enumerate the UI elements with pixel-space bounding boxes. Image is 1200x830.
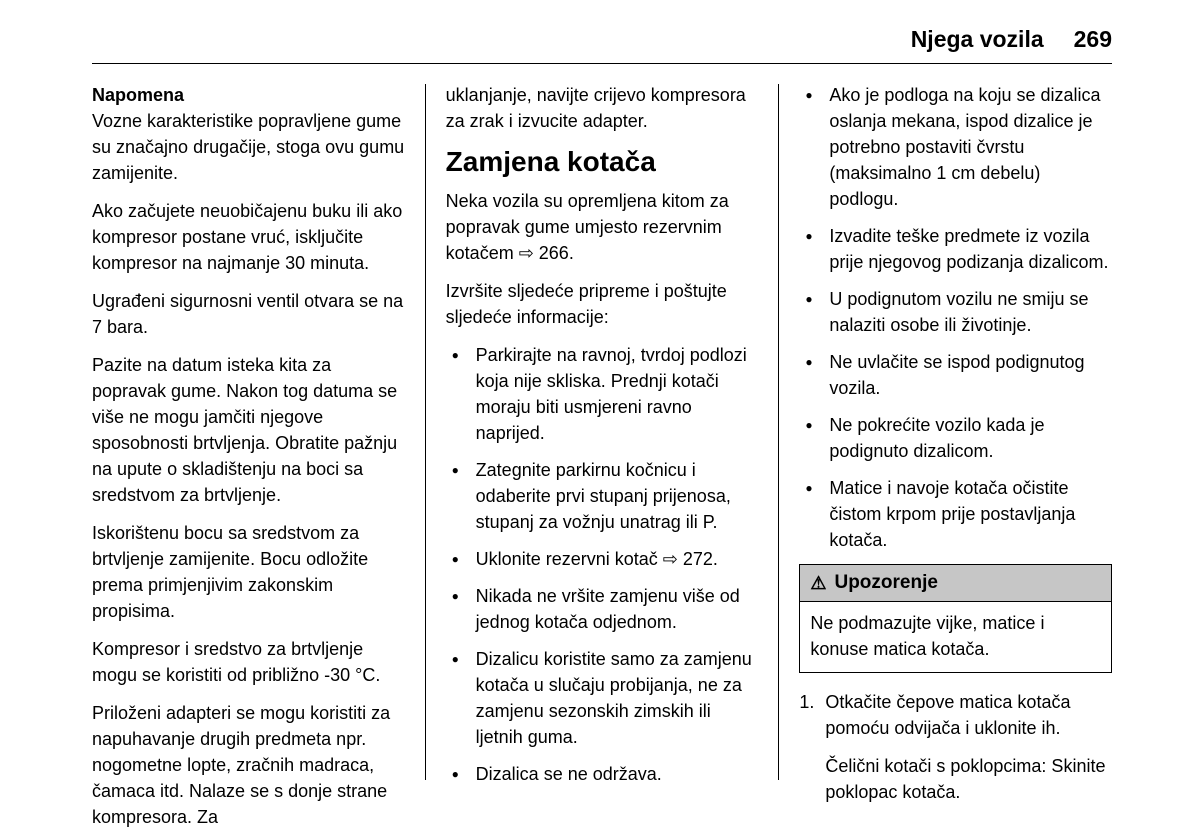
warning-header [800,565,1111,602]
paragraph: Kompresor i sredstvo za brtvljenje mogu se koristiti od približno -30 °C. [92,639,381,685]
list-item-text: Zategnite parkirnu kočnicu i odaberite prvi stupanj prijenosa, stupanj za vožnju unatrag ili P. [475,460,731,532]
note-block [92,82,405,186]
list-item [446,546,759,572]
paragraph: Pazite na datum isteka kita za popravak gume. Nakon tog datuma se više ne mogu jamčiti njegove sposobnosti brtvljenja. Obratite pažnju na upute o skladištenju na boci sa sredstvom za brtvljenje. [92,355,398,505]
paragraph: Vozne karakteristike popravljene gume su značajno drugačije, stoga ovu gumu zamijenite. [92,111,405,183]
paragraph: Ugrađeni sigurnosni ventil otvara se na 7 bara. [92,291,404,337]
bullet-icon: ● [805,418,813,432]
bullet-icon: ● [451,767,459,781]
list-item-text: Ne pokrećite vozilo kada je podignuto dizalicom. [829,415,1045,461]
note-title: Napomena [92,85,185,105]
columns [92,82,1112,827]
bullet-icon: ● [451,463,459,477]
page-number: 269 [1073,26,1112,52]
paragraph: Priloženi adapteri se mogu koristiti za napuhavanje drugih predmeta npr. nogometne lopte, zračnih madraca, čamaca itd. Nalaze se s donje strane kompresora. Za [92,703,391,827]
list-item [799,349,1112,401]
page-header [92,26,1112,63]
list-item-text: Dizalica se ne održava. [475,764,662,784]
list-item [799,286,1112,338]
bullet-icon: ● [805,355,813,369]
paragraph: Izvršite sljedeće pripreme i poštujte sljedeće informacije: [445,281,727,327]
bullet-icon: ● [805,481,813,495]
list-item [446,761,759,787]
list-item-text: Ako je podloga na koju se dizalica oslanja mekana, ispod dizalice je potrebno postaviti čvrstu (maksimalno 1 cm debelu) podlogu. [829,85,1101,209]
bullet-icon: ● [451,652,459,666]
warning-title: Upozorenje [834,572,938,593]
paragraph-continuation: uklanjanje, navijte crijevo kompresora za zrak i izvucite adapter. [445,85,746,131]
warning-box [799,564,1112,673]
list-item [446,342,759,446]
step-number: 1. [799,692,815,712]
page-title: Njega vozila [910,26,1044,52]
step-subtext: Čelični kotači s poklopcima: Skinite poklopac kotača. [825,756,1106,802]
bullet-list [446,342,759,787]
list-item-text: Ne uvlačite se ispod podignutog vozila. [829,352,1085,398]
list-item-text: U podignutom vozilu ne smiju se nalaziti osobe ili životinje. [829,289,1089,335]
paragraph: Iskorištenu bocu sa sredstvom za brtvljenje zamijenite. Bocu odložite prema primjenjivim zakonskim propisima. [92,523,369,621]
list-item [799,82,1112,212]
step-text: Otkačite čepove matica kotača pomoću odvijača i uklonite ih. [825,692,1071,738]
column-2 [426,82,779,782]
bullet-icon: ● [805,292,813,306]
list-item-text: Parkirajte na ravnoj, tvrdoj podlozi koja nije skliska. Prednji kotači moraju biti usmjereni ravno naprijed. [475,345,747,443]
list-item [799,412,1112,464]
column-3 [779,82,1112,802]
list-item [446,646,759,750]
numbered-step [799,689,1112,741]
column-1 [92,82,425,827]
list-item-text: Izvadite teške predmete iz vozila prije njegovog podizanja dizalicom. [829,226,1109,272]
paragraph: Ako začujete neuobičajenu buku ili ako kompresor postane vruć, isključite kompresor na najmanje 30 minuta. [92,201,403,273]
bullet-list [799,82,1112,553]
list-item-text: Uklonite rezervni kotač ⇨ 272. [475,549,718,569]
list-item [799,475,1112,553]
bullet-icon: ● [805,229,813,243]
bullet-icon: ● [451,348,459,362]
list-item-text: Dizalicu koristite samo za zamjenu kotača u slučaju probijanja, ne za zamjenu sezonskih zimskih ili ljetnih guma. [475,649,752,747]
list-item-text: Nikada ne vršite zamjenu više od jednog kotača odjednom. [475,586,740,632]
warning-body: Ne podmazujte vijke, matice i konuse matica kotača. [810,613,1045,659]
list-item-text: Matice i navoje kotača očistite čistom krpom prije postavljanja kotača. [829,478,1076,550]
paragraph: Neka vozila su opremljena kitom za popravak gume umjesto rezervnim kotačem ⇨ 266. [445,191,729,263]
section-title: Zamjena kotača [445,146,656,177]
bullet-icon: ● [451,589,459,603]
warning-icon: ⚠ [810,573,827,593]
header-rule [92,63,1112,64]
list-item [799,223,1112,275]
list-item [446,457,759,535]
bullet-icon: ● [451,552,459,566]
bullet-icon: ● [805,88,813,102]
list-item [446,583,759,635]
